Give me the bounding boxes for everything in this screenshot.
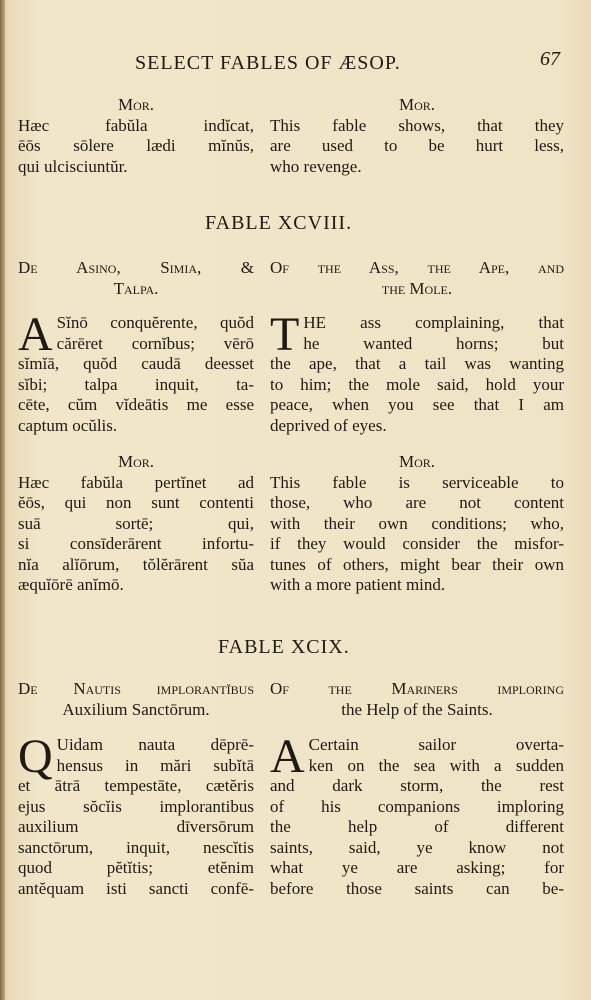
text-line: ejus sŏcĭis implorantibus	[18, 796, 254, 816]
text-line: ēōs sōlere lædi mĭnŭs,	[18, 136, 254, 155]
text-line: This fable shows, that they	[270, 115, 564, 135]
fable-98-english-moral	[270, 452, 564, 596]
text-line: antĕquam isti sancti confē-	[18, 878, 254, 898]
text-line: if they would consider the misfor-	[270, 534, 564, 553]
latin-title-line: De Nautis implorantĭbus	[18, 679, 254, 698]
text-line: hensus in mări subĭtā	[56, 755, 254, 775]
text-line: peace, when you see that I am	[270, 395, 564, 414]
english-title-line: Of the Ass, the Ape, and	[270, 258, 564, 277]
text-line: with a more patient mind.	[270, 575, 446, 594]
text-line: the help of different	[270, 817, 564, 836]
moral-heading: Mor.	[398, 95, 436, 114]
text-line: he wanted horns; but	[303, 333, 564, 353]
text-line: before those saints can be-	[270, 878, 564, 898]
text-line: sanctōrum, inquit, nescĭtis	[18, 837, 254, 857]
text-line: Hæc fabŭla pertĭnet ad	[18, 472, 254, 492]
english-title-line: the Help of the Saints.	[341, 699, 493, 719]
text-line: et ātrā tempestāte, cætĕris	[18, 776, 254, 795]
text-line: auxilium dīversōrum	[18, 817, 254, 836]
english-title-line: the Mole.	[381, 278, 453, 298]
drop-cap: A	[270, 730, 305, 783]
running-header: SELECT FABLES OF ÆSOP.	[135, 52, 401, 74]
text-line: those, who are not content	[270, 493, 564, 512]
top-moral-english	[270, 95, 564, 177]
text-line: ken on the sea with a sudden	[308, 755, 564, 775]
text-line: what ye are asking; for	[270, 858, 564, 877]
latin-title-line: Auxilium Sanctōrum.	[62, 699, 210, 719]
moral-heading: Mor.	[398, 452, 436, 471]
fable-99-latin-text	[18, 730, 254, 899]
text-line: the ape, that a tail was wanting	[270, 354, 564, 373]
text-line: captum ocŭlis.	[18, 415, 118, 435]
moral-heading: Mor.	[117, 95, 155, 114]
fable-99-english-title	[270, 679, 564, 720]
fable-99-english-text	[270, 730, 564, 899]
text-line: saints, said, ye know not	[270, 837, 564, 857]
text-line: Certain sailor overta-	[308, 735, 564, 754]
drop-cap: A	[18, 308, 53, 361]
text-line: quod pĕtĭtis; etĕnim	[18, 858, 254, 877]
drop-cap: T	[270, 308, 300, 361]
drop-cap: Q	[18, 730, 53, 783]
text-line: ĕōs, qui non sunt contenti	[18, 493, 254, 512]
text-line: æquĭōrē anĭmō.	[18, 575, 124, 594]
text-line: Hæc fabŭla indĭcat,	[18, 115, 254, 135]
text-line: cărēret cornĭbus; vērō	[56, 333, 254, 353]
text-line: suā sortē; qui,	[18, 513, 254, 533]
fable-99-latin-title	[18, 679, 254, 720]
fable-98-latin-text	[18, 308, 254, 436]
fable-98-latin-title	[18, 258, 254, 299]
fable-99-title: FABLE XCIX.	[218, 636, 350, 658]
text-line: sĭmĭā, quŏd caudā deesset	[18, 354, 254, 373]
english-title-line: Of the Mariners imploring	[270, 679, 564, 698]
text-line: of his companions imploring	[270, 796, 564, 816]
text-line: sĭbi; talpa inquit, ta-	[18, 374, 254, 394]
text-line: Sĭnō conquĕrente, quŏd	[56, 313, 254, 332]
text-line: and dark storm, the rest	[270, 776, 564, 795]
book-gutter	[0, 0, 5, 1000]
text-line: qui ulcisciuntŭr.	[18, 156, 128, 176]
text-line: to him; the mole said, hold your	[270, 374, 564, 394]
latin-title-line: Talpa.	[113, 278, 159, 298]
text-line: are used to be hurt less,	[270, 136, 564, 155]
text-line: nĭa alĭōrum, tŏlĕrārent sŭa	[18, 554, 254, 574]
fable-98-english-title	[270, 258, 564, 299]
text-line: tunes of others, might bear their own	[270, 554, 564, 574]
fable-98-latin-moral	[18, 452, 254, 596]
text-line: deprived of eyes.	[270, 415, 387, 435]
text-line: with their own conditions; who,	[270, 513, 564, 533]
text-line: who revenge.	[270, 156, 362, 176]
text-line: si consīderārent infortu-	[18, 534, 254, 553]
text-line: HE ass complaining, that	[303, 313, 564, 332]
text-line: Uidam nauta dēprē-	[56, 735, 254, 754]
moral-heading: Mor.	[117, 452, 155, 471]
fable-98-title: FABLE XCVIII.	[205, 212, 353, 234]
text-line: cēte, cŭm vĭdeātis me esse	[18, 395, 254, 414]
page-number: 67	[540, 48, 560, 70]
latin-title-line: De Asino, Simia, &	[18, 258, 254, 277]
fable-98-english-text	[270, 308, 564, 436]
top-moral-latin	[18, 95, 254, 177]
text-line: This fable is serviceable to	[270, 472, 564, 492]
